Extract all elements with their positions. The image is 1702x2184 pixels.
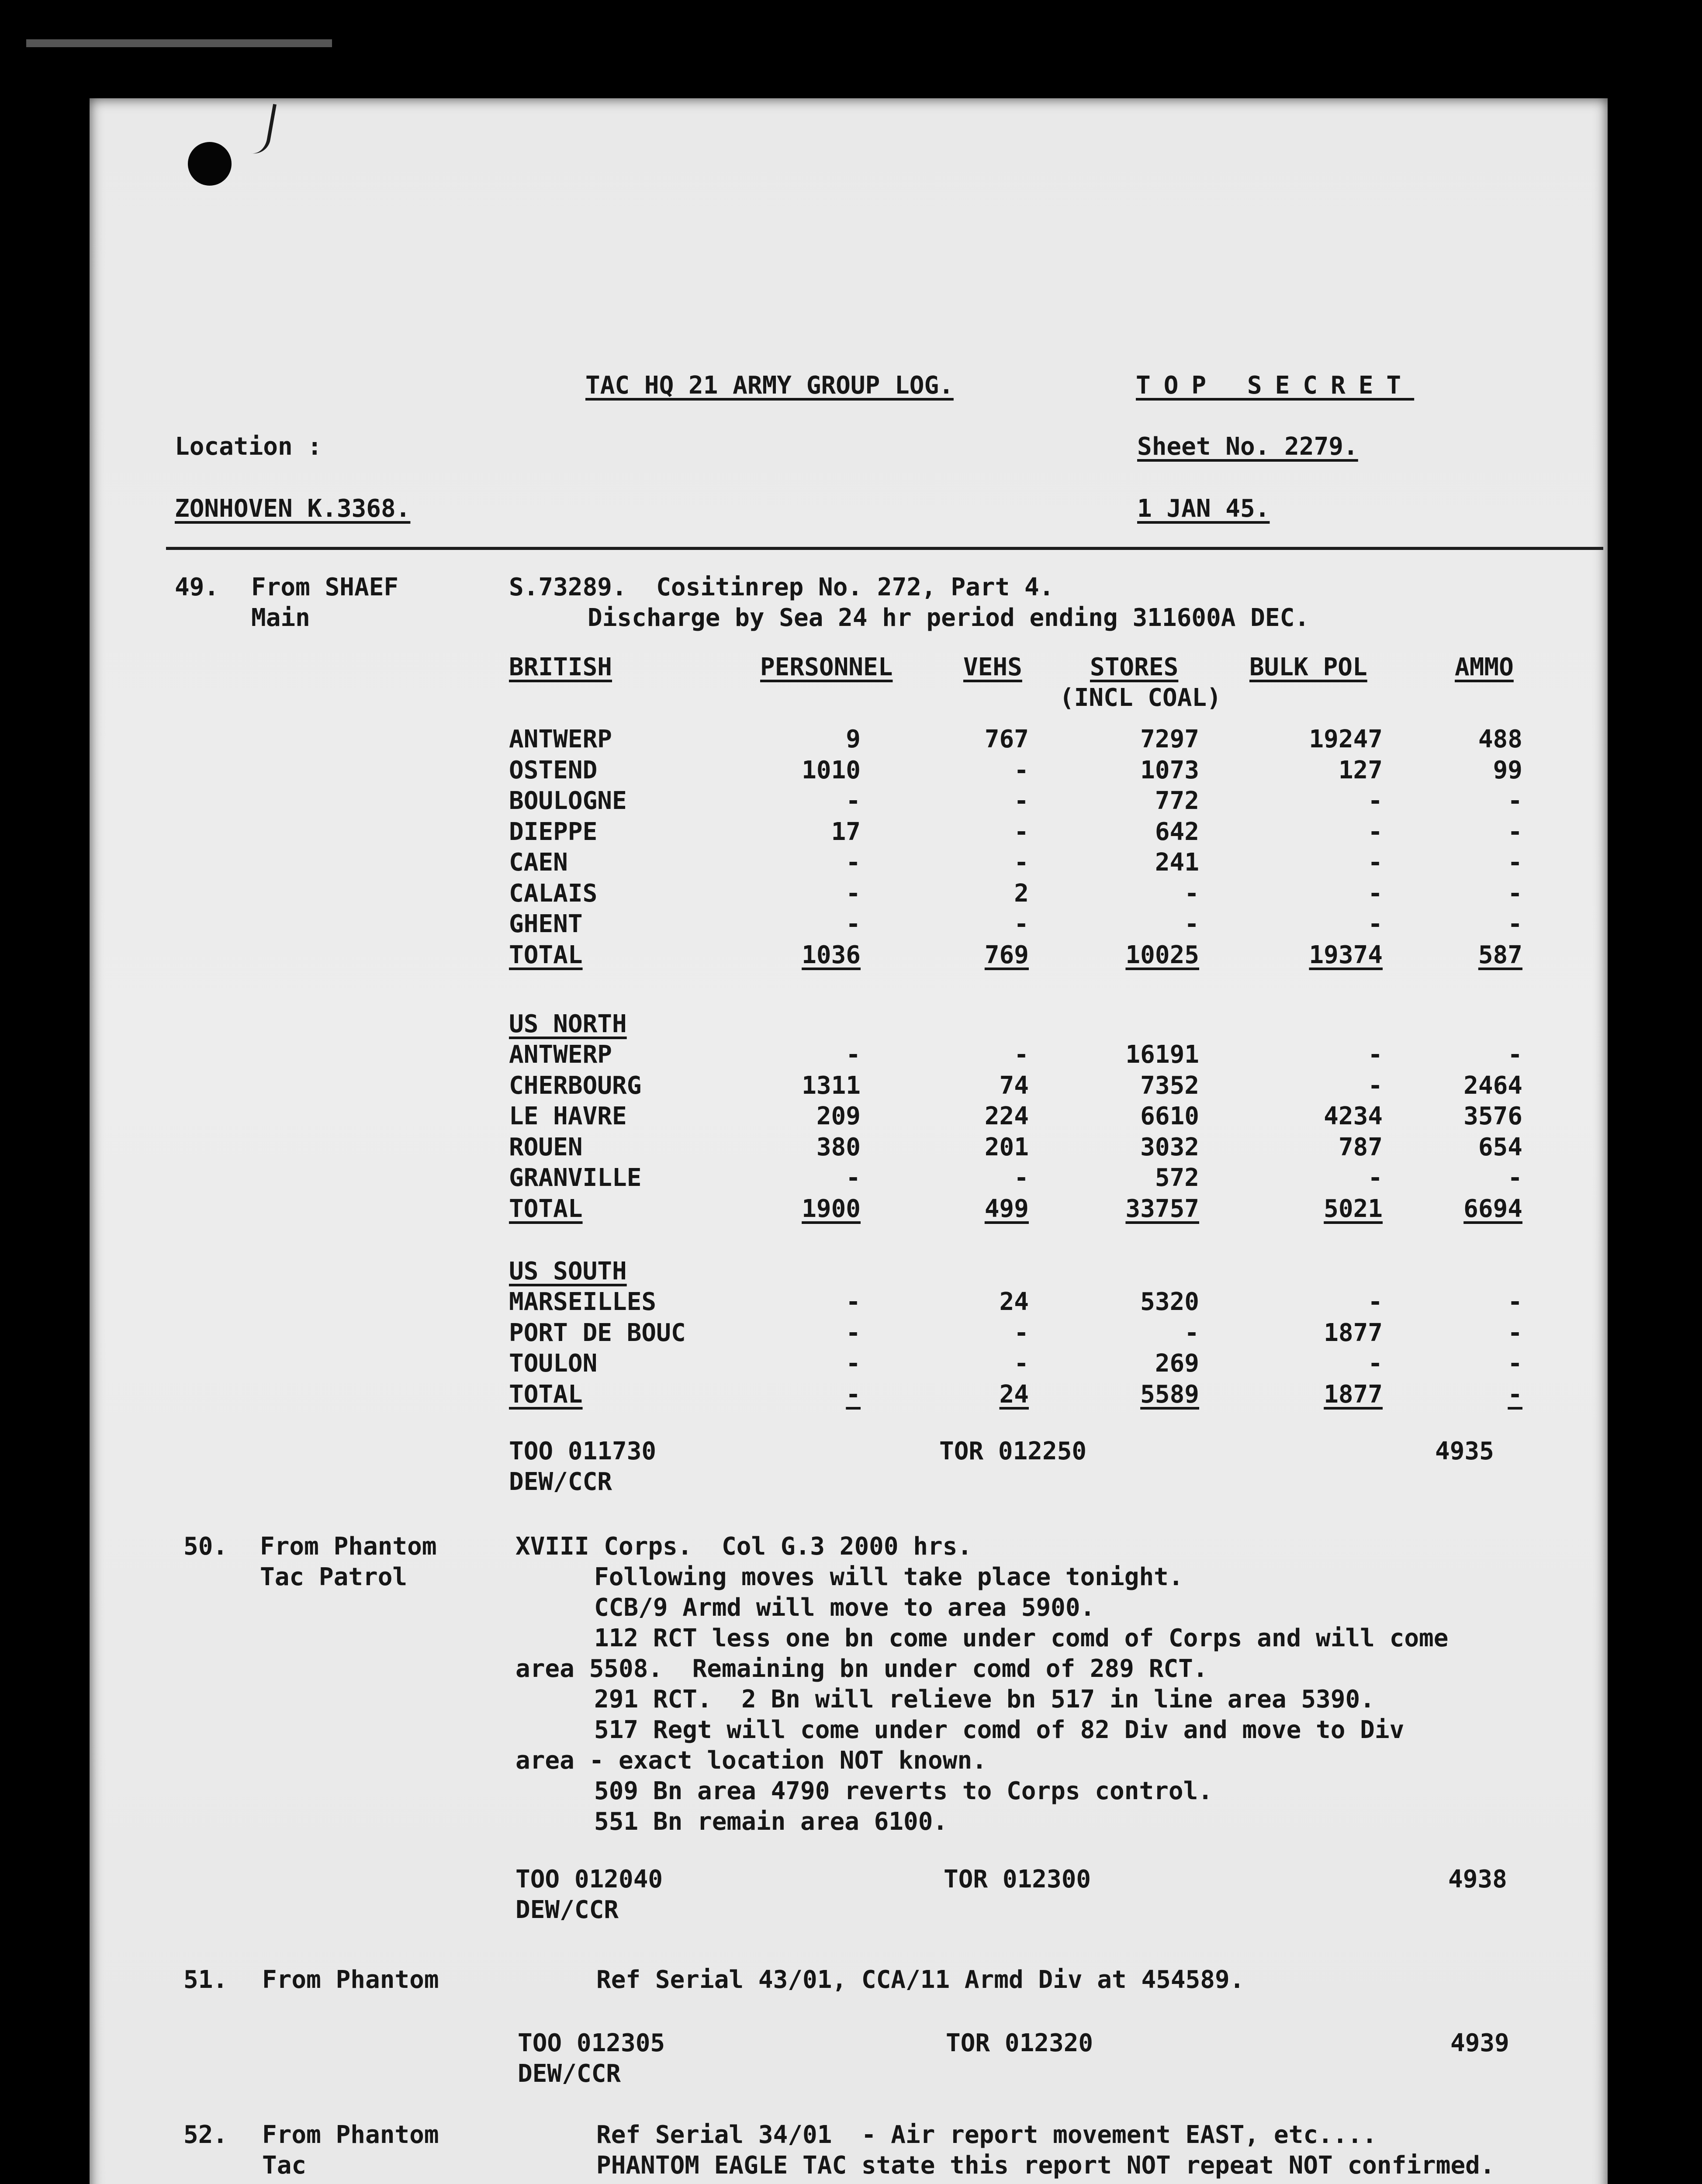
too-value: TOO 012305 <box>518 2029 665 2057</box>
initials: DEW/CCR <box>518 2060 621 2088</box>
table-cell: 2464 <box>1463 1071 1522 1100</box>
table-cell: - <box>1368 848 1383 877</box>
col-header-personnel: PERSONNEL <box>760 653 893 681</box>
table-cell: 787 <box>1338 1133 1383 1161</box>
table-cell: - <box>1014 1040 1029 1069</box>
initials: DEW/CCR <box>515 1896 619 1924</box>
table-cell: 3576 <box>1463 1102 1522 1130</box>
message-line: CCB/9 Armd will move to area 5900. <box>594 1593 1095 1622</box>
tor-value: TOR 012250 <box>939 1437 1087 1465</box>
message-line: 509 Bn area 4790 reverts to Corps control. <box>594 1777 1213 1805</box>
entry-serial: 49. <box>175 573 219 601</box>
total-cell: 6694 <box>1463 1194 1522 1223</box>
table-cell: 654 <box>1478 1133 1522 1161</box>
table-cell: - <box>1508 910 1522 938</box>
message-line: 291 RCT. 2 Bn will relieve bn 517 in line area 5390. <box>594 1685 1375 1714</box>
table-cell: - <box>846 1164 861 1192</box>
port-name: CHERBOURG <box>509 1071 642 1100</box>
table-cell: - <box>1014 1318 1029 1347</box>
entry-serial: 52. <box>183 2121 228 2149</box>
table-cell: - <box>846 1349 861 1378</box>
message-line: 517 Regt will come under comd of 82 Div and move to Div <box>594 1716 1404 1744</box>
message-line: XVIII Corps. Col G.3 2000 hrs. <box>515 1532 972 1561</box>
total-cell: 1900 <box>802 1194 861 1223</box>
table-cell: 7297 <box>1140 725 1199 753</box>
entry-from: From Phantom <box>262 1966 439 1994</box>
table-cell: - <box>1014 848 1029 877</box>
table-cell: - <box>1014 787 1029 815</box>
col-header-vehs: VEHS <box>963 653 1022 681</box>
total-cell: 33757 <box>1125 1194 1199 1223</box>
too-value: TOO 012040 <box>515 1865 663 1894</box>
too-value: TOO 011730 <box>509 1437 657 1465</box>
entry-from: Tac <box>262 2151 307 2180</box>
col-header-bulk-pol: BULK POL <box>1249 653 1367 681</box>
total-label: TOTAL <box>509 940 583 969</box>
table-cell: 16191 <box>1125 1040 1199 1069</box>
table-cell: - <box>1368 817 1383 846</box>
table-cell: - <box>846 787 861 815</box>
location-value: ZONHOVEN K.3368. <box>175 494 411 523</box>
port-name: ANTWERP <box>509 1040 612 1069</box>
message-line: 551 Bn remain area 6100. <box>594 1807 948 1836</box>
total-label: TOTAL <box>509 1194 583 1223</box>
table-cell: 380 <box>816 1133 861 1161</box>
table-cell: - <box>1508 848 1522 877</box>
table-cell: 767 <box>984 725 1029 753</box>
serial-number: 4939 <box>1450 2029 1509 2057</box>
table-cell: - <box>1508 817 1522 846</box>
entry-serial: 51. <box>183 1966 228 1994</box>
total-cell: 769 <box>984 940 1029 969</box>
message-line: 112 RCT less one bn come under comd of Corps and will come <box>594 1624 1449 1652</box>
total-cell: 19374 <box>1309 940 1383 969</box>
table-cell: - <box>1508 1288 1522 1316</box>
port-name: OSTEND <box>509 756 598 784</box>
header-rule <box>166 547 1603 550</box>
table-cell: - <box>1014 910 1029 938</box>
message-line: area - exact location NOT known. <box>515 1746 987 1775</box>
col-header-stores-note: (INCL COAL) <box>1059 684 1221 712</box>
classification: TOP SECRET <box>1136 371 1415 400</box>
table-cell: - <box>1368 879 1383 908</box>
entry-from: From Phantom <box>260 1532 437 1561</box>
port-name: LE HAVRE <box>509 1102 627 1130</box>
group-heading: US SOUTH <box>509 1257 627 1286</box>
port-name: CAEN <box>509 848 568 877</box>
table-cell: - <box>1368 1040 1383 1069</box>
message-line: S.73289. Cositinrep No. 272, Part 4. <box>509 573 1054 601</box>
table-cell: 201 <box>984 1133 1029 1161</box>
table-cell: 24 <box>999 1288 1029 1316</box>
table-cell: 572 <box>1155 1164 1199 1192</box>
message-line: Ref Serial 43/01, CCA/11 Armd Div at 454589. <box>596 1966 1245 1994</box>
table-cell: 224 <box>984 1102 1029 1130</box>
pencil-mark <box>251 102 277 156</box>
table-cell: 7352 <box>1140 1071 1199 1100</box>
message-line: PHANTOM EAGLE TAC state this report NOT repeat NOT confirmed. <box>596 2151 1495 2180</box>
table-cell: 99 <box>1493 756 1522 784</box>
total-cell: 24 <box>999 1380 1029 1409</box>
table-cell: 6610 <box>1140 1102 1199 1130</box>
serial-number: 4935 <box>1435 1437 1494 1465</box>
total-cell: 587 <box>1478 940 1522 969</box>
col-header-port: BRITISH <box>509 653 612 681</box>
message-line: Discharge by Sea 24 hr period ending 311600A DEC. <box>588 604 1310 632</box>
table-cell: - <box>1368 910 1383 938</box>
tor-value: TOR 012300 <box>944 1865 1091 1894</box>
table-cell: - <box>1508 879 1522 908</box>
table-cell: - <box>1368 1349 1383 1378</box>
table-cell: 74 <box>999 1071 1029 1100</box>
port-name: BOULOGNE <box>509 787 627 815</box>
message-line: area 5508. Remaining bn under comd of 289 RCT. <box>515 1655 1208 1683</box>
table-cell: - <box>846 1040 861 1069</box>
table-cell: 488 <box>1478 725 1522 753</box>
film-edge-strip <box>26 39 332 47</box>
location-label: Location : <box>175 432 322 461</box>
serial-number: 4938 <box>1448 1865 1507 1894</box>
col-header-stores: STORES <box>1090 653 1179 681</box>
total-cell: 10025 <box>1125 940 1199 969</box>
port-name: ANTWERP <box>509 725 612 753</box>
table-cell: 19247 <box>1309 725 1383 753</box>
message-line: Ref Serial 34/01 - Air report movement EAST, etc.... <box>596 2121 1377 2149</box>
table-cell: 1010 <box>802 756 861 784</box>
table-cell: 127 <box>1338 756 1383 784</box>
entry-from: Main <box>251 604 310 632</box>
table-cell: 241 <box>1155 848 1199 877</box>
group-heading: US NORTH <box>509 1009 627 1038</box>
entry-from: From Phantom <box>262 2121 439 2149</box>
total-cell: 499 <box>984 1194 1029 1223</box>
table-cell: 1877 <box>1324 1318 1383 1347</box>
total-label: TOTAL <box>509 1380 583 1409</box>
port-name: TOULON <box>509 1349 598 1378</box>
table-cell: - <box>1184 1318 1199 1347</box>
total-cell: - <box>1508 1380 1522 1409</box>
entry-from: Tac Patrol <box>260 1563 408 1591</box>
port-name: GRANVILLE <box>509 1164 642 1192</box>
table-cell: - <box>1014 756 1029 784</box>
table-cell: - <box>1014 1349 1029 1378</box>
table-cell: 9 <box>846 725 861 753</box>
log-date: 1 JAN 45. <box>1137 494 1270 523</box>
port-name: CALAIS <box>509 879 598 908</box>
col-header-ammo: AMMO <box>1455 653 1514 681</box>
total-cell: 5021 <box>1324 1194 1383 1223</box>
entry-from: From SHAEF <box>251 573 399 601</box>
table-cell: 4234 <box>1324 1102 1383 1130</box>
table-cell: - <box>1508 1318 1522 1347</box>
initials: DEW/CCR <box>509 1468 612 1496</box>
table-cell: - <box>1508 1164 1522 1192</box>
table-cell: - <box>1508 1349 1522 1378</box>
table-cell: - <box>846 848 861 877</box>
table-cell: 5320 <box>1140 1288 1199 1316</box>
table-cell: - <box>1184 910 1199 938</box>
table-cell: - <box>1508 1040 1522 1069</box>
port-name: GHENT <box>509 910 583 938</box>
port-name: DIEPPE <box>509 817 598 846</box>
table-cell: 209 <box>816 1102 861 1130</box>
table-cell: 1311 <box>802 1071 861 1100</box>
table-cell: - <box>1368 787 1383 815</box>
table-cell: - <box>1368 1164 1383 1192</box>
table-cell: - <box>1368 1071 1383 1100</box>
table-cell: - <box>1014 1164 1029 1192</box>
table-cell: - <box>1184 879 1199 908</box>
total-cell: 5589 <box>1140 1380 1199 1409</box>
table-cell: - <box>1014 817 1029 846</box>
entry-serial: 50. <box>183 1532 228 1561</box>
table-cell: 2 <box>1014 879 1029 908</box>
port-name: MARSEILLES <box>509 1288 657 1316</box>
total-cell: 1036 <box>802 940 861 969</box>
table-cell: 269 <box>1155 1349 1199 1378</box>
tor-value: TOR 012320 <box>946 2029 1093 2057</box>
port-name: PORT DE BOUC <box>509 1318 686 1347</box>
sheet-number: Sheet No. 2279. <box>1137 432 1358 461</box>
total-cell: 1877 <box>1324 1380 1383 1409</box>
table-cell: 3032 <box>1140 1133 1199 1161</box>
table-cell: - <box>846 910 861 938</box>
table-cell: - <box>1508 787 1522 815</box>
log-title: TAC HQ 21 ARMY GROUP LOG. <box>585 371 954 400</box>
message-line: Following moves will take place tonight. <box>594 1563 1183 1591</box>
table-cell: - <box>846 1288 861 1316</box>
table-cell: 642 <box>1155 817 1199 846</box>
table-cell: 1073 <box>1140 756 1199 784</box>
table-cell: - <box>846 1318 861 1347</box>
punch-hole <box>188 142 232 186</box>
total-cell: - <box>846 1380 861 1409</box>
table-cell: 772 <box>1155 787 1199 815</box>
port-name: ROUEN <box>509 1133 583 1161</box>
table-cell: - <box>1368 1288 1383 1316</box>
document-sheet <box>90 98 1608 2184</box>
table-cell: 17 <box>831 817 861 846</box>
table-cell: - <box>846 879 861 908</box>
